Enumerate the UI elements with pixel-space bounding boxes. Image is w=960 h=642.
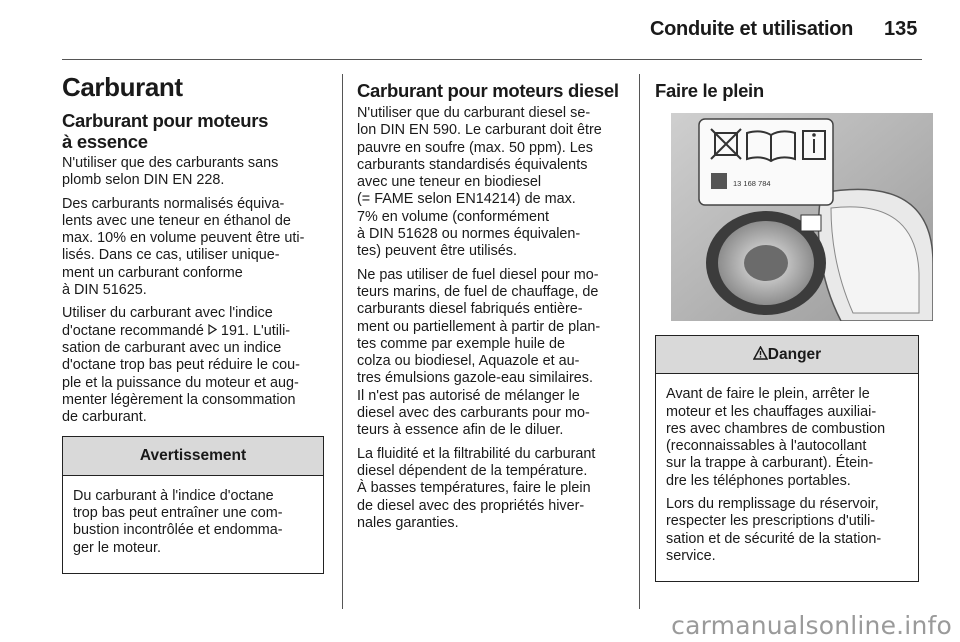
header-title: Conduite et utilisation [650,18,854,40]
text-segment: Utiliser du carburant avec l'indice d'octane recommandé [62,305,273,339]
watermark: carmanualsonline.info [671,611,952,640]
column-1 [62,72,324,574]
column-divider-2 [639,74,640,609]
arrow-right-outline-icon [208,323,217,340]
subsection-title-essence: Carburant pour moteurs à essence [62,110,269,152]
paragraph: N'utiliser que du carburant diesel se- lon DIN EN 590. Le carburant doit être pauvre en soufre (max. 50 ppm). Les carburants standardisés équivalents avec une teneur en biodiesel (= FAME selon EN14214) de max. 7% en volume (conformément à DIN 51628 ou normes équivalen- tes) peuvent être utilisés. [357,105,602,260]
photo-reference-number: 13 168 784 [733,179,771,188]
section-title: Carburant [62,72,183,102]
column-3 [655,80,919,582]
danger-box-text: Lors du remplissage du réservoir, respecter les prescriptions d'utili- sation et de sécurité de la station- service. [666,496,882,564]
danger-box-title: Danger [767,346,822,363]
warning-triangle-icon [753,346,768,363]
danger-box-text: Avant de faire le plein, arrêter le moteur et les chauffages auxiliai- res avec chambres de combustion (reconnaissables à l'autocollant sur la trappe à carburant). Étein- dre les téléphones portables. [666,386,886,489]
column-2 [357,80,625,538]
warning-box [62,436,324,573]
warning-box-title: Avertissement [63,437,323,475]
header-divider [62,59,922,60]
subsection-title-refuel: Faire le plein [655,80,764,101]
paragraph: La fluidité et la filtrabilité du carburant diesel dépendent de la température. À basses températures, faire le plein de diesel avec des propriétés hiver- nales garanties. [357,445,596,531]
warning-box-text: Du carburant à l'indice d'octane trop bas peut entraîner une com- bustion incontrôlée et endomma- ger le moteur. [73,487,283,556]
paragraph-octane [62,305,324,426]
subsection-title-diesel: Carburant pour moteurs diesel [357,80,619,101]
paragraph: N'utiliser que des carburants sans plomb selon DIN EN 228. [62,155,279,189]
paragraph: Ne pas utiliser de fuel diesel pour mo- teurs marins, de fuel de chauffage, de carburants diesel fabriqués entière- ment ou partiellement à partir de plan- tes comme par exemple huile de colza ou biodiesel, Aquazole et au- tres émulsions gazole-eau similaires. Il n'est pas autorisé de mélanger le diesel avec des carburants pour mo- teurs à essence afin de le diluer. [357,266,601,439]
fuel-flap-image [671,113,933,321]
text-segment: 191. L'utili- sation de carburant avec un indice d'octane trop bas peut réduire le cou- ple et la puissance du moteur et aug- menter légèrement la consommation de carburant. [62,322,300,426]
danger-box-title-row [656,336,918,374]
page-number: 135 [884,18,918,40]
paragraph: Des carburants normalisés équiva- lents avec une teneur en éthanol de max. 10% en volume peuvent être uti- lisés. Dans ce cas, utiliser unique- ment un carburant conforme à DIN 51625. [62,195,305,299]
danger-box [655,335,919,582]
column-divider-1 [342,74,343,609]
